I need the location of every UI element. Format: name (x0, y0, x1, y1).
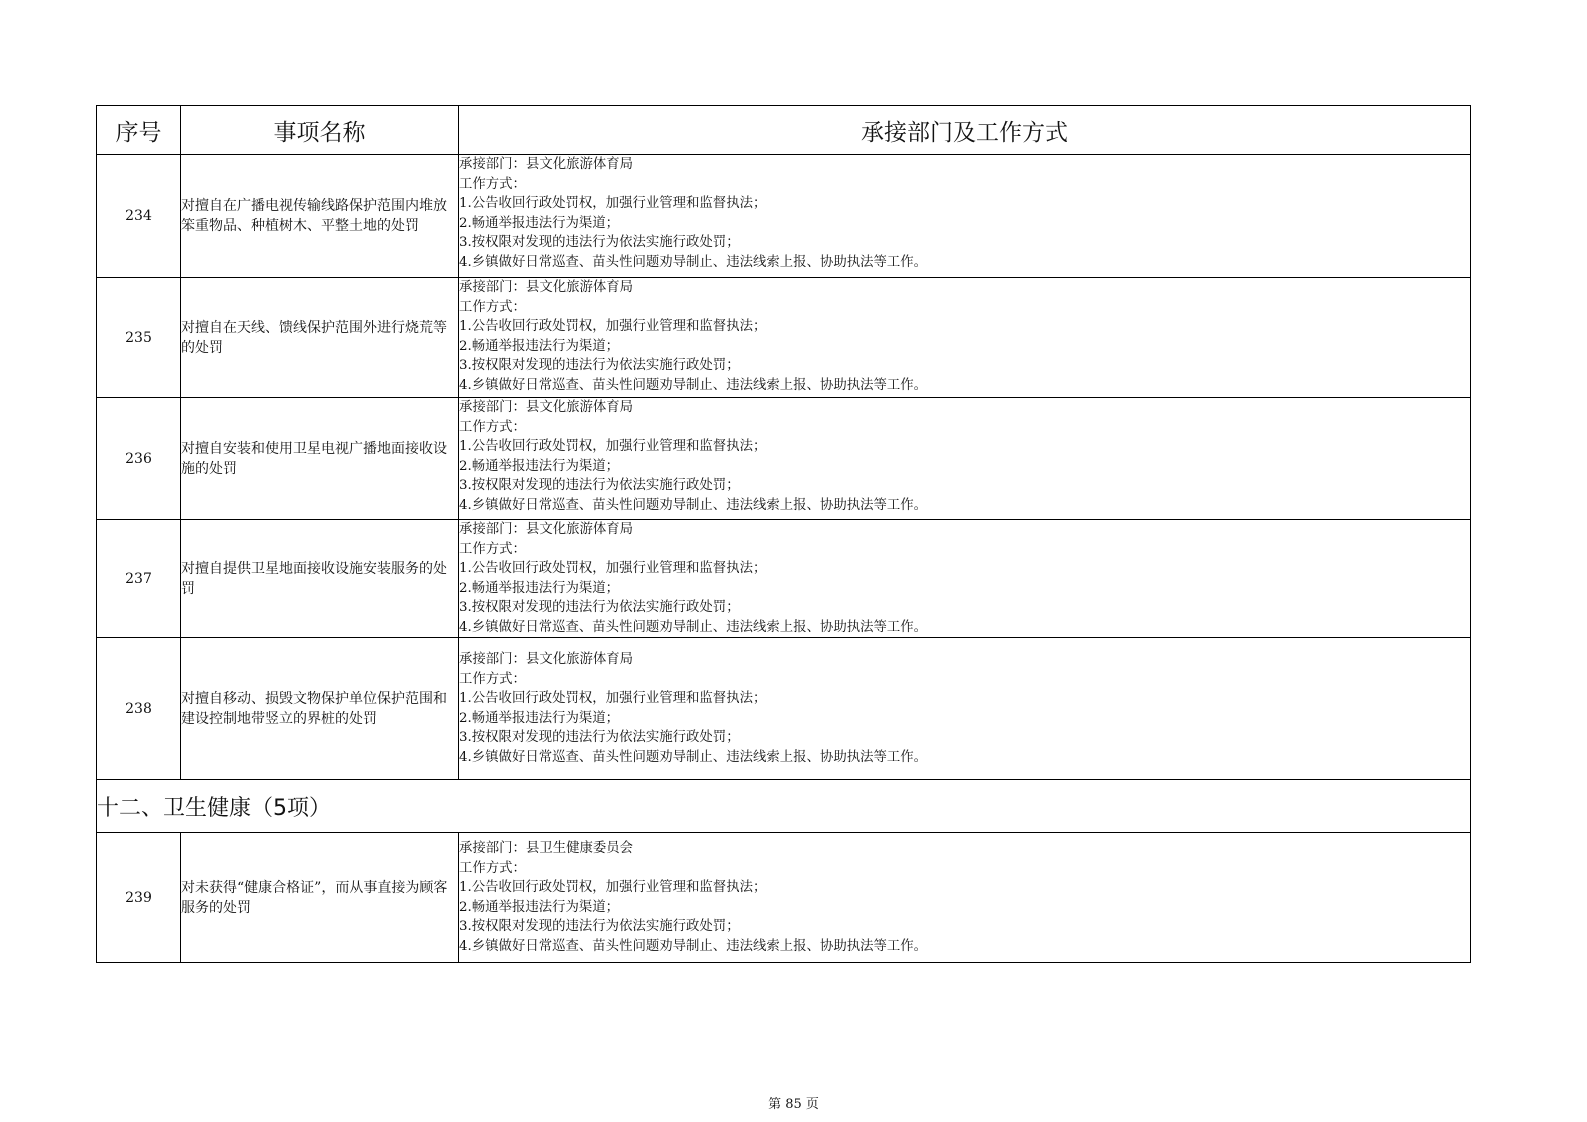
method-line: 4.乡镇做好日常巡查、苗头性问题劝导制止、违法线索上报、协助执法等工作。 (459, 619, 928, 635)
method-line: 工作方式： (459, 419, 526, 435)
method-line: 1.公告收回行政处罚权，加强行业管理和监督执法； (459, 691, 767, 706)
row-seq: 234 (97, 155, 181, 278)
row-seq: 238 (97, 638, 181, 780)
header-item-name: 事项名称 (181, 106, 459, 155)
method-line: 工作方式： (459, 671, 526, 687)
method-line: 1.公告收回行政处罚权，加强行业管理和监督执法； (459, 561, 767, 576)
method-line: 2.畅通举报违法行为渠道； (459, 215, 620, 231)
method-line: 2.畅通举报违法行为渠道； (459, 580, 620, 596)
table-row (97, 638, 1471, 780)
method-line: 3.按权限对发现的违法行为依法实施行政处罚； (459, 919, 740, 934)
penalty-items-table (96, 105, 1471, 963)
row-method (459, 833, 1471, 963)
method-line: 承接部门：县文化旅游体育局 (459, 157, 634, 172)
method-line: 承接部门：县卫生健康委员会 (459, 841, 634, 856)
table-row (97, 398, 1471, 520)
row-item-name: 对擅自在广播电视传输线路保护范围内堆放笨重物品、种植树木、平整土地的处罚 (181, 155, 459, 278)
method-line: 工作方式： (459, 541, 526, 557)
table-row (97, 520, 1471, 638)
method-line: 1.公告收回行政处罚权，加强行业管理和监督执法； (459, 439, 767, 454)
method-line: 工作方式： (459, 860, 526, 876)
method-line: 4.乡镇做好日常巡查、苗头性问题劝导制止、违法线索上报、协助执法等工作。 (459, 749, 928, 765)
section-header-row (97, 780, 1471, 833)
method-line: 4.乡镇做好日常巡查、苗头性问题劝导制止、违法线索上报、协助执法等工作。 (459, 254, 928, 270)
page-number: 第 85 页 (768, 1097, 819, 1112)
method-line: 3.按权限对发现的违法行为依法实施行政处罚； (459, 730, 740, 745)
method-line: 3.按权限对发现的违法行为依法实施行政处罚； (459, 600, 740, 615)
method-line: 工作方式： (459, 299, 526, 315)
method-line: 2.畅通举报违法行为渠道； (459, 710, 620, 726)
row-seq: 236 (97, 398, 181, 520)
header-seq: 序号 (97, 106, 181, 155)
method-line: 3.按权限对发现的违法行为依法实施行政处罚； (459, 478, 740, 493)
row-seq: 235 (97, 278, 181, 398)
row-method (459, 638, 1471, 780)
row-method (459, 155, 1471, 278)
method-line: 承接部门：县文化旅游体育局 (459, 652, 634, 667)
method-line: 2.畅通举报违法行为渠道； (459, 458, 620, 474)
table-row (97, 278, 1471, 398)
method-line: 承接部门：县文化旅游体育局 (459, 400, 634, 415)
method-line: 承接部门：县文化旅游体育局 (459, 522, 634, 537)
method-line: 4.乡镇做好日常巡查、苗头性问题劝导制止、违法线索上报、协助执法等工作。 (459, 938, 928, 954)
method-line: 3.按权限对发现的违法行为依法实施行政处罚； (459, 235, 740, 250)
row-item-name: 对擅自在天线、馈线保护范围外进行烧荒等的处罚 (181, 278, 459, 398)
method-line: 承接部门：县文化旅游体育局 (459, 280, 634, 295)
method-line: 3.按权限对发现的违法行为依法实施行政处罚； (459, 358, 740, 373)
row-seq: 239 (97, 833, 181, 963)
table-row (97, 155, 1471, 278)
row-method (459, 520, 1471, 638)
row-seq: 237 (97, 520, 181, 638)
method-line: 2.畅通举报违法行为渠道； (459, 338, 620, 354)
row-item-name: 对擅自安装和使用卫星电视广播地面接收设施的处罚 (181, 398, 459, 520)
row-item-name: 对未获得“健康合格证”，而从事直接为顾客服务的处罚 (181, 833, 459, 963)
method-line: 1.公告收回行政处罚权，加强行业管理和监督执法； (459, 319, 767, 334)
method-line: 1.公告收回行政处罚权，加强行业管理和监督执法； (459, 196, 767, 211)
row-item-name: 对擅自移动、损毁文物保护单位保护范围和建设控制地带竖立的界桩的处罚 (181, 638, 459, 780)
row-item-name: 对擅自提供卫星地面接收设施安装服务的处罚 (181, 520, 459, 638)
method-line: 4.乡镇做好日常巡查、苗头性问题劝导制止、违法线索上报、协助执法等工作。 (459, 497, 928, 513)
table-header-row (97, 106, 1471, 155)
section-title: 十二、卫生健康（5项） (97, 780, 1471, 833)
method-line: 工作方式： (459, 176, 526, 192)
method-line: 1.公告收回行政处罚权，加强行业管理和监督执法； (459, 880, 767, 895)
method-line: 4.乡镇做好日常巡查、苗头性问题劝导制止、违法线索上报、协助执法等工作。 (459, 377, 928, 393)
table-row (97, 833, 1471, 963)
row-method (459, 398, 1471, 520)
method-line: 2.畅通举报违法行为渠道； (459, 899, 620, 915)
header-department-method: 承接部门及工作方式 (459, 106, 1471, 155)
row-method (459, 278, 1471, 398)
